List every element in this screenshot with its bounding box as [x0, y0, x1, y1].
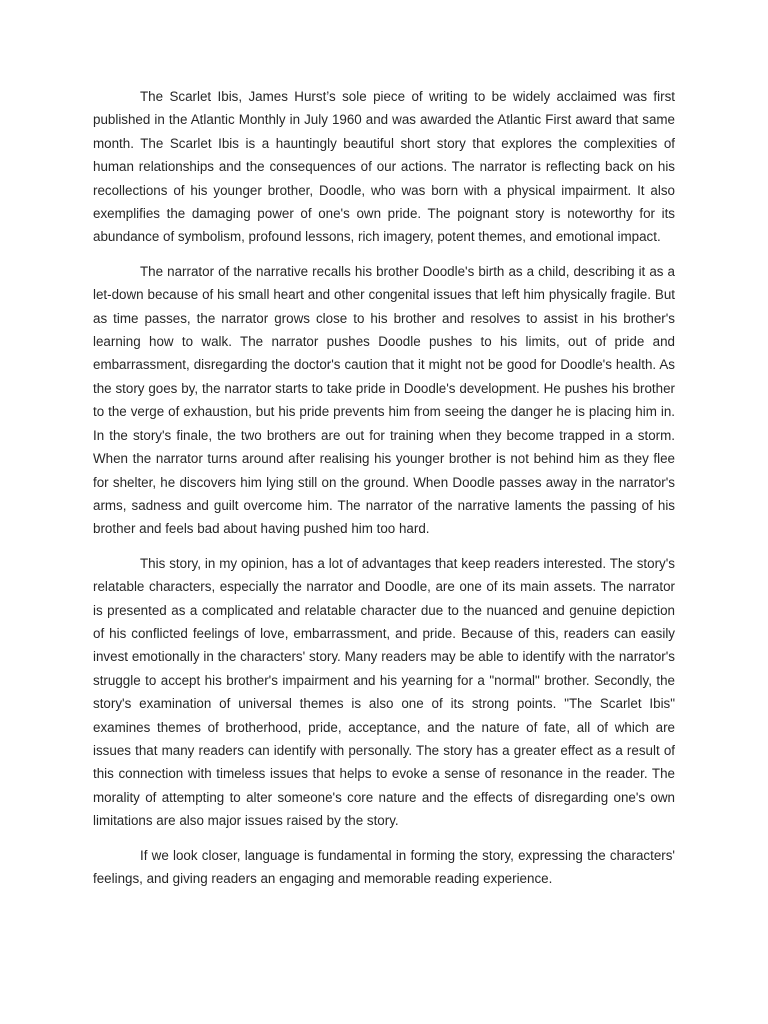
paragraph-1: The Scarlet Ibis, James Hurst’s sole piece of writing to be widely acclaimed was first published in the Atlantic Monthly in July 1960 and was awarded the Atlantic First award that same month. The Scarlet Ibis is a hauntingly beautiful short story that explores the complexities of human relationships and the consequences of our actions. The narrator is reflecting back on his recollections of his younger brother, Doodle, who was born with a physical impairment. It also exemplifies the damaging power of one's own pride. The poignant story is noteworthy for its abundance of symbolism, profound lessons, rich imagery, potent themes, and emotional impact. — [93, 89, 675, 245]
paragraph-3: This story, in my opinion, has a lot of advantages that keep readers interested. The story's relatable characters, especially the narrator and Doodle, are one of its main assets. The narrator is presented as a complicated and relatable character due to the nuanced and genuine depiction of his conflicted feelings of love, embarrassment, and pride. Because of this, readers can easily invest emotionally in the characters' story. Many readers may be able to identify with the narrator's struggle to accept his brother's impairment and his yearning for a "normal" brother. Secondly, the story's examination of universal themes is also one of its strong points. "The Scarlet Ibis" examines themes of brotherhood, pride, acceptance, and the nature of fate, all of which are issues that many readers can identify with personally. The story has a greater effect as a result of this connection with timeless issues that helps to evoke a sense of resonance in the reader. The morality of attempting to alter someone's core nature and the effects of disregarding one's own limitations are also major issues raised by the story. — [93, 555, 675, 829]
essay-body — [93, 85, 675, 901]
paragraph-4: If we look closer, language is fundamental in forming the story, expressing the characters' feelings, and giving readers an engaging and memorable reading experience. — [93, 847, 675, 886]
paragraph-2: The narrator of the narrative recalls his brother Doodle's birth as a child, describing it as a let-down because of his small heart and other congenital issues that left him physically fragile. But as time passes, the narrator grows close to his brother and resolves to assist in his brother's learning how to walk. The narrator pushes Doodle pushes to his limits, out of pride and embarrassment, disregarding the doctor's caution that it might not be good for Doodle's health. As the story goes by, the narrator starts to take pride in Doodle's development. He pushes his brother to the verge of exhaustion, but his pride prevents him from seeing the danger he is placing him in. In the story's finale, the two brothers are out for training when they become trapped in a storm. When the narrator turns around after realising his younger brother is not behind him as they flee for shelter, he discovers him lying still on the ground. When Doodle passes away in the narrator's arms, sadness and guilt overcome him. The narrator of the narrative laments the passing of his brother and feels bad about having pushed him too hard. — [93, 263, 675, 537]
